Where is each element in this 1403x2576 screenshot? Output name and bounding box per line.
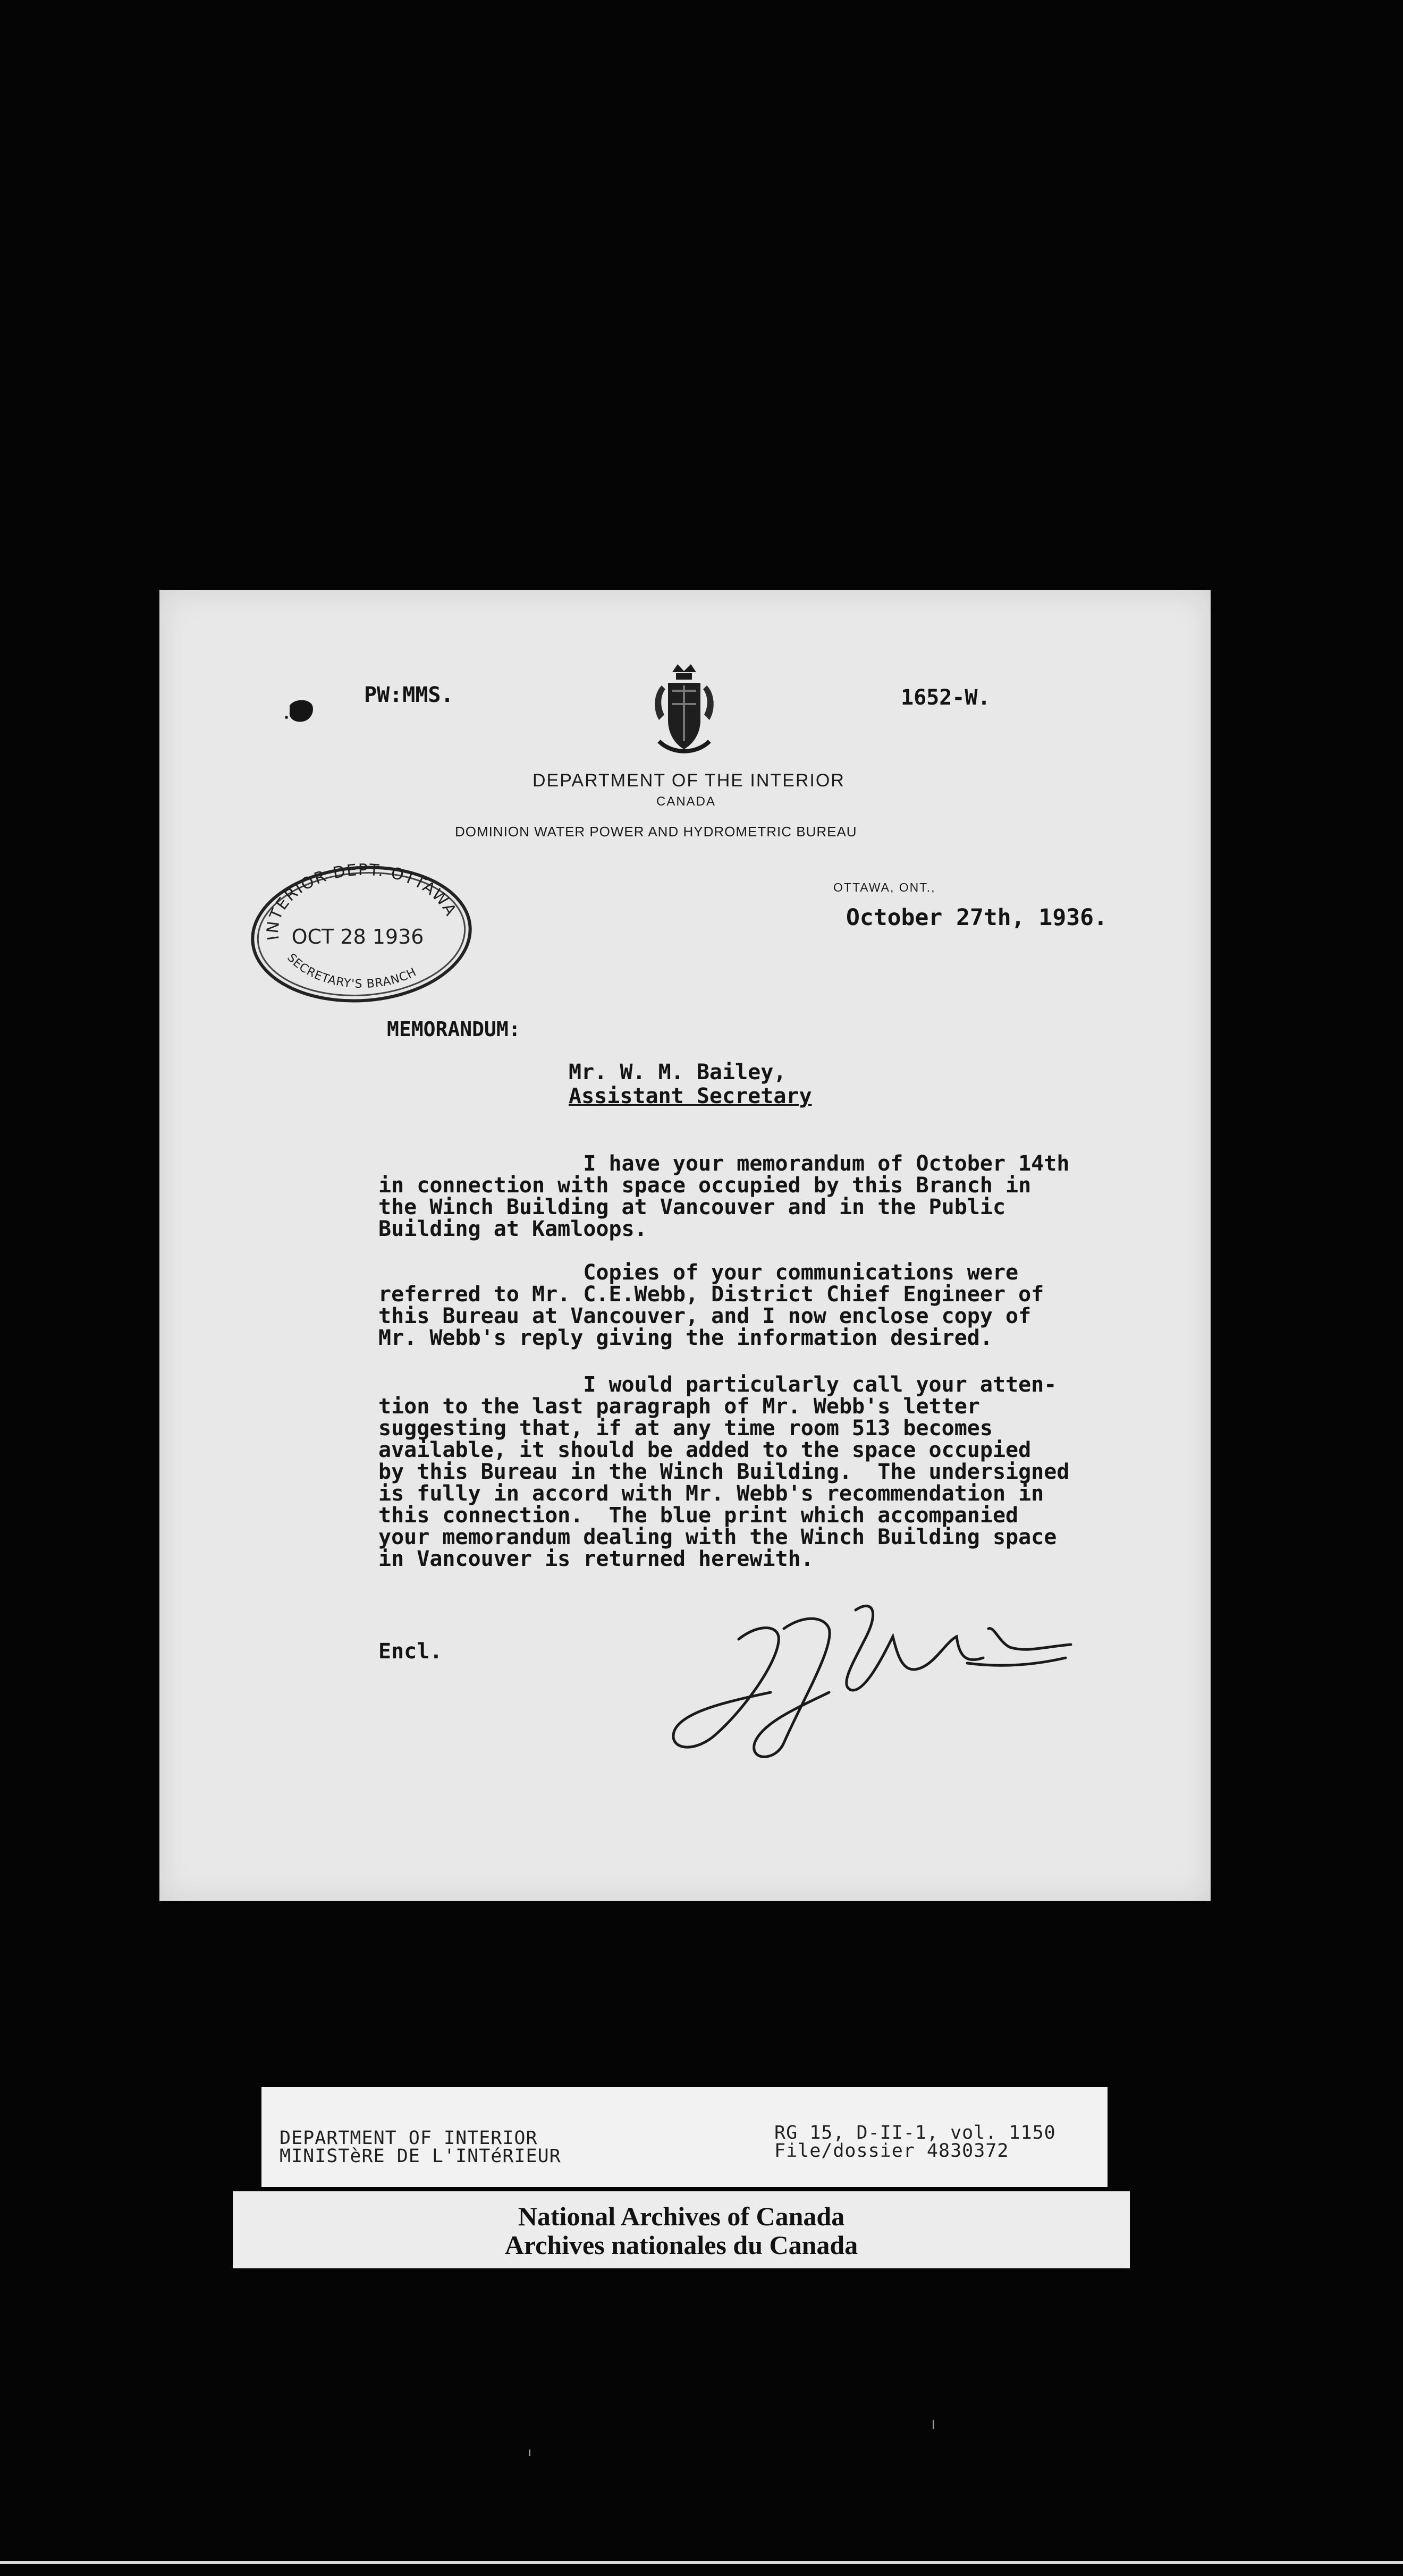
label-department-en: DEPARTMENT OF INTERIOR [280, 2128, 538, 2149]
place-line: OTTAWA, ONT., [833, 880, 936, 894]
enclosure-note: Encl. [378, 1639, 443, 1664]
body-paragraph-1: I have your memorandum of October 14th in connection with space occupied by this Branch in the Winch Building at Vancouver and in the Public Building at Kamloops. [378, 1151, 1070, 1241]
archive-reference-label [261, 2087, 1108, 2187]
received-stamp [247, 860, 476, 1003]
body-paragraph-2: Copies of your communications were referred to Mr. C.E.Webb, District Chief Engineer of this Bureau at Vancouver, and I now enclose copy of Mr. Webb's reply giving the information desired. [378, 1260, 1044, 1350]
stamp-bottom-text: SECRETARY'S BRANCH [284, 951, 419, 992]
body-paragraph-3: I would particularly call your atten- tion to the last paragraph of Mr. Webb's letter suggesting that, if at any time room 513 becomes available, it should be added to the space occupied by this Bureau in the Winch Building. The undersigned is fully in accord with Mr. Webb's recommendation in this connection. The blue print which accompanied your memorandum dealing with the Winch Building space in Vancouver is returned herewith. [378, 1372, 1070, 1571]
country-heading: CANADA [656, 794, 716, 809]
label-department-fr: MINISTèRE DE L'INTéRIEUR [280, 2146, 561, 2167]
film-edge-line [0, 2561, 1403, 2564]
handwritten-signature [670, 1578, 1074, 1769]
archive-name-en: National Archives of Canada [518, 2201, 845, 2231]
stamp-date: OCT 28 1936 [291, 925, 424, 948]
label-record-group: RG 15, D-II-1, vol. 1150 [774, 2122, 1056, 2143]
bureau-heading: DOMINION WATER POWER AND HYDROMETRIC BUREAU [455, 824, 857, 840]
file-number: 1652-W. [901, 685, 991, 710]
letter-date: October 27th, 1936. [846, 904, 1108, 931]
memorandum-label: MEMORANDUM: [387, 1018, 521, 1041]
label-file-number: File/dossier 4830372 [774, 2140, 1009, 2162]
svg-text:SECRETARY'S BRANCH [284, 951, 419, 991]
ink-blot [284, 696, 316, 725]
coat-of-arms-icon [648, 662, 720, 760]
film-mark [529, 2450, 530, 2456]
reference-initials: PW:MMS. [364, 683, 454, 707]
archive-name-fr: Archives nationales du Canada [504, 2230, 858, 2260]
stamp-top-text: INTERIOR DEPT. OTTAWA [263, 860, 461, 942]
addressee-title: Assistant Secretary [569, 1084, 812, 1108]
letter-sheet [159, 590, 1211, 1901]
department-heading: DEPARTMENT OF THE INTERIOR [533, 770, 845, 791]
film-mark [933, 2420, 934, 2429]
archive-name-label [233, 2191, 1130, 2268]
addressee-name: Mr. W. M. Bailey, [569, 1060, 787, 1084]
